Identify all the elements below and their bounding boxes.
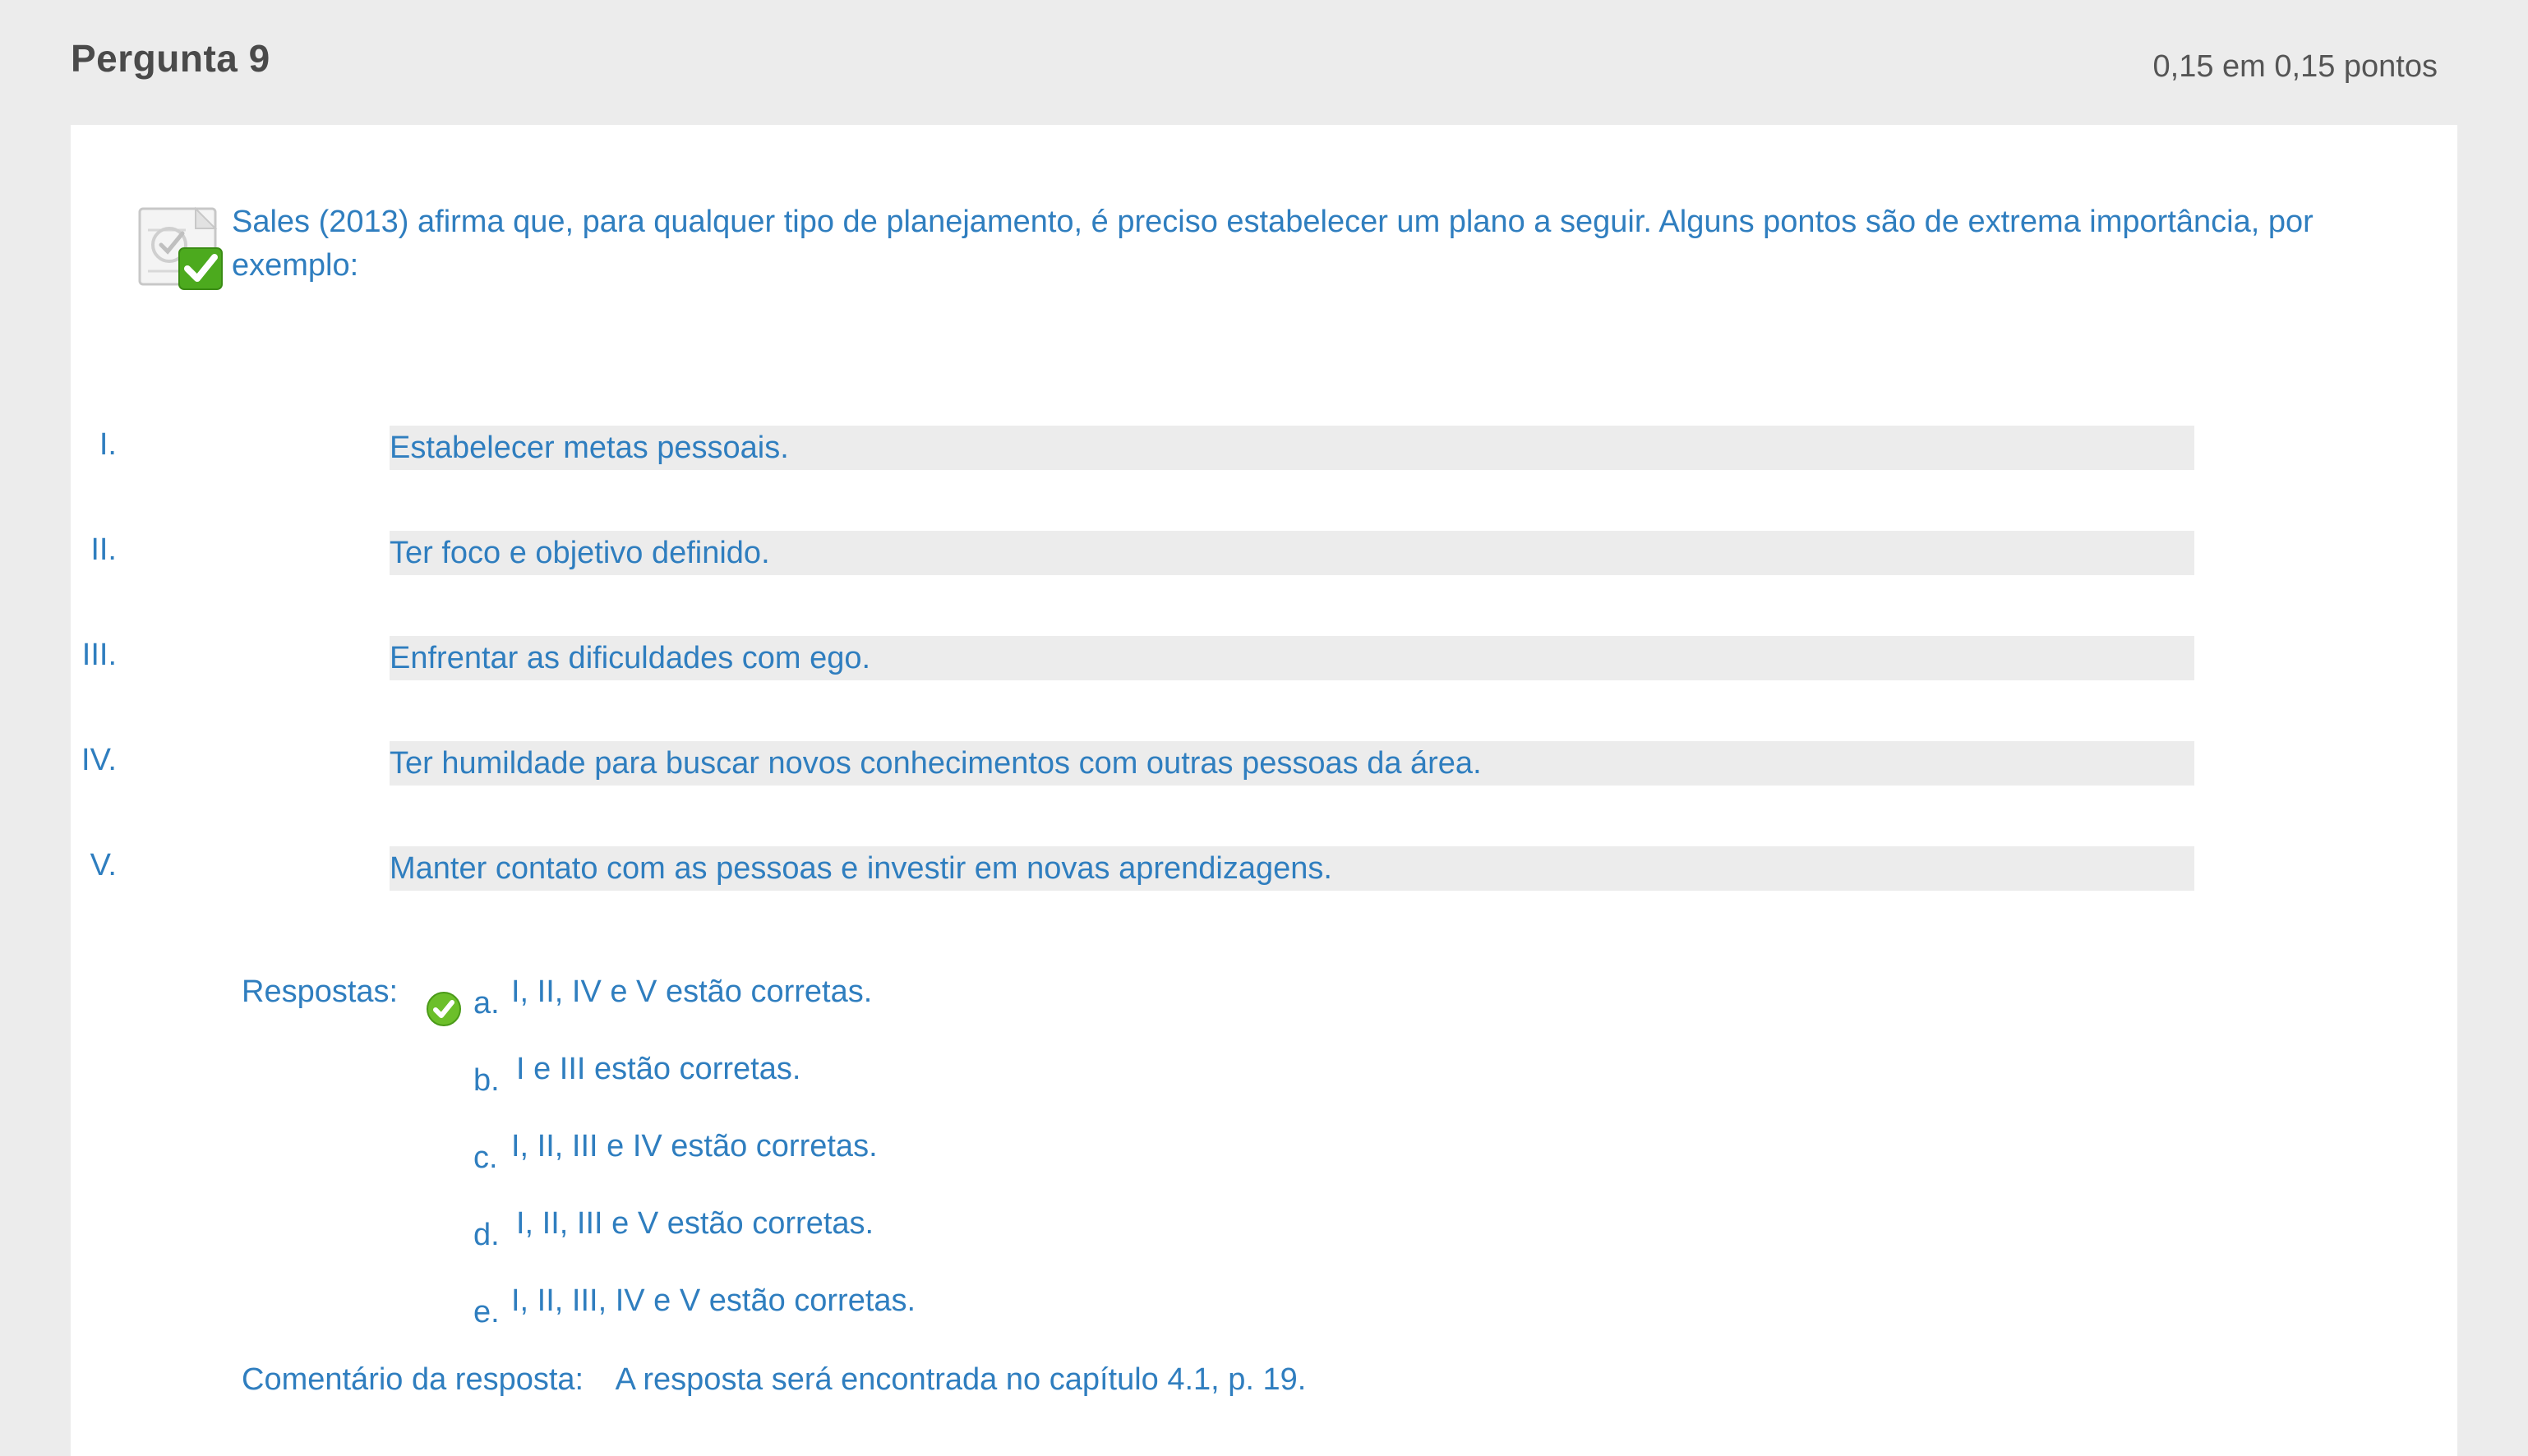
- green-check-icon: [426, 991, 462, 1027]
- question-header: [0, 0, 2528, 125]
- question-title: Pergunta 9: [71, 37, 270, 80]
- answers-label: Respostas:: [242, 975, 399, 1009]
- statement-number: III.: [81, 638, 117, 672]
- statement-item: [71, 741, 2194, 786]
- option-text: I, II, III, IV e V estão corretas.: [511, 1283, 916, 1318]
- comment-text: A resposta será encontrada no capítulo 4.1, p. 19.: [615, 1362, 1307, 1397]
- option-letter: e.: [473, 1295, 500, 1329]
- option-letter: a.: [473, 986, 500, 1021]
- option-letter: d.: [473, 1218, 500, 1252]
- option-letter: c.: [473, 1140, 498, 1175]
- comment-label: Comentário da resposta:: [242, 1362, 584, 1397]
- answer-option-e: [473, 1283, 1460, 1333]
- option-text: I, II, IV e V estão corretas.: [511, 975, 873, 1009]
- answer-comment: [242, 1362, 1306, 1398]
- statement-text: Manter contato com as pessoas e investir em novas aprendizagens.: [390, 846, 2194, 891]
- answer-option-a: [473, 975, 1460, 1024]
- option-text: I, II, III e IV estão corretas.: [511, 1129, 878, 1163]
- statement-text: Enfrentar as dificuldades com ego.: [390, 636, 2194, 680]
- question-text: Sales (2013) afirma que, para qualquer tipo de planejamento, é preciso estabelecer um plano a seguir. Alguns pontos são de extrema importância, por exemplo:: [232, 205, 2313, 283]
- answer-option-c: [473, 1129, 1460, 1178]
- question-panel: [71, 125, 2457, 1456]
- answer-option-b: [473, 1052, 1460, 1101]
- option-text: I, II, III e V estão corretas.: [516, 1206, 874, 1241]
- statement-item: [71, 531, 2194, 575]
- statement-text: Ter foco e objetivo definido.: [390, 531, 2194, 575]
- statement-item: [71, 846, 2194, 891]
- statement-number: IV.: [81, 743, 117, 777]
- score-text: 0,15 em 0,15 pontos: [2152, 49, 2438, 84]
- correct-answer-document-icon: [136, 202, 228, 294]
- option-text: I e III estão corretas.: [516, 1052, 801, 1086]
- statement-number: I.: [99, 427, 117, 462]
- answer-option-d: [473, 1206, 1460, 1256]
- statement-number: II.: [90, 532, 117, 567]
- statement-text: Estabelecer metas pessoais.: [390, 426, 2194, 470]
- statement-text: Ter humildade para buscar novos conhecimentos com outras pessoas da área.: [390, 741, 2194, 786]
- statement-number: V.: [90, 848, 117, 882]
- statement-item: [71, 636, 2194, 680]
- statement-item: [71, 426, 2194, 470]
- option-letter: b.: [473, 1063, 500, 1098]
